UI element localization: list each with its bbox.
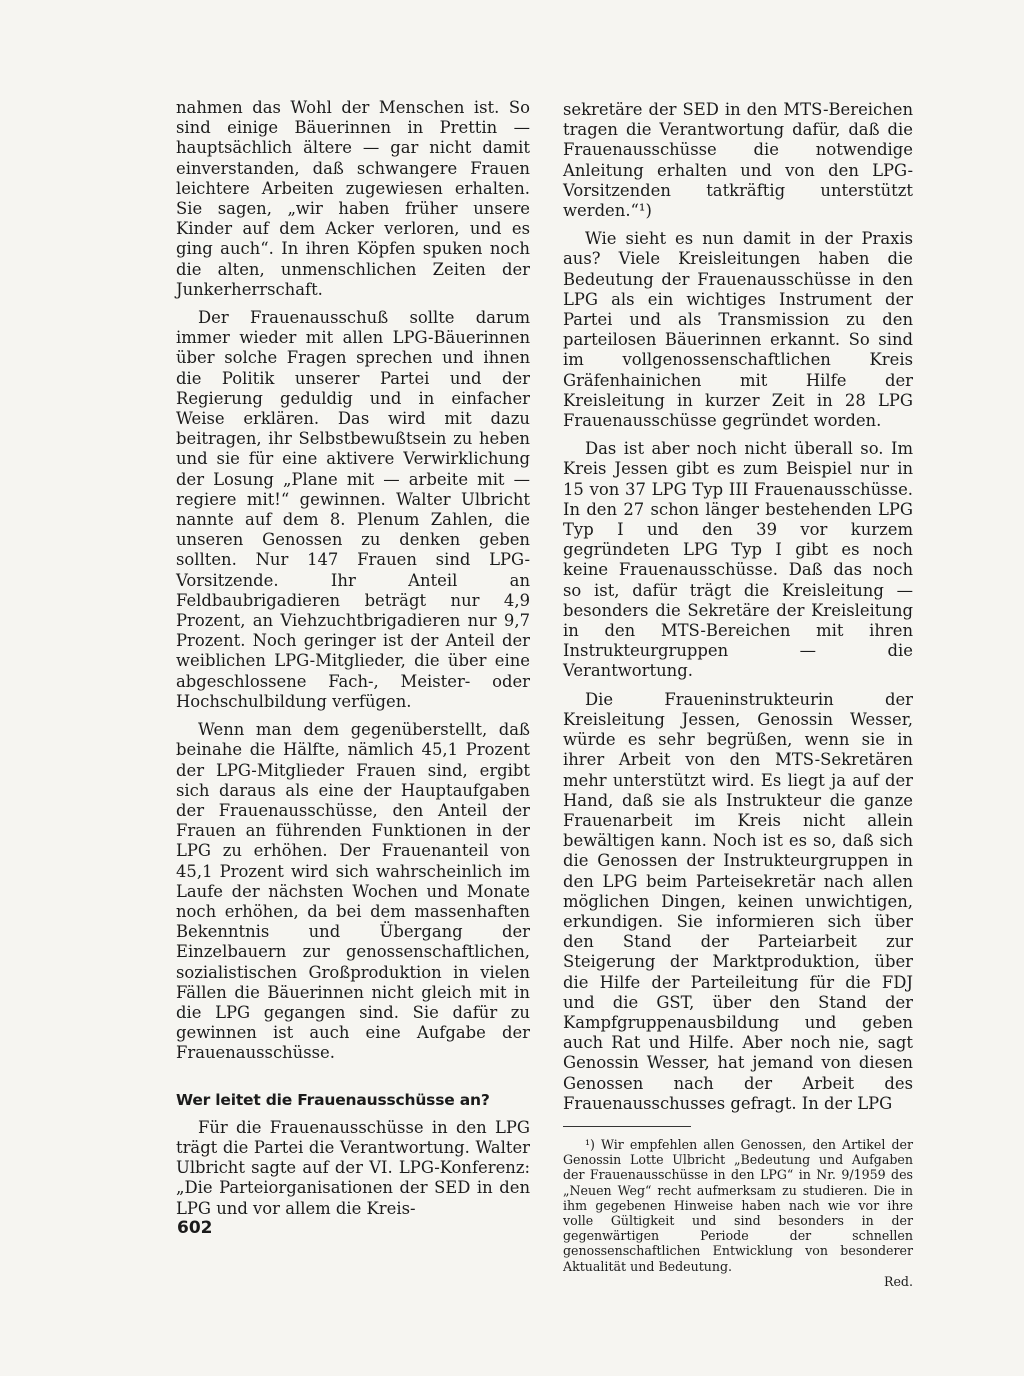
paragraph: Für die Frauenausschüsse in den LPG trägt die Partei die Verantwortung. Walter Ulbricht sagte auf der VI. LPG-Konferenz: „Die Parteiorganisationen der SED in den LPG und vor allem die Kreis- <box>176 1117 530 1218</box>
paragraph: Der Frauenausschuß sollte darum immer wieder mit allen LPG-Bäuerinnen über solche Fragen sprechen und ihnen die Politik unserer Partei und der Regierung geduldig und in einfacher Weise erklären. Das wird mit dazu beitragen, ihr Selbstbewußtsein zu heben und sie für eine aktivere Verwirklichung der Losung „Plane mit — arbeite mit — regiere mit!“ gewinnen. Walter Ulbricht nannte auf dem 8. Plenum Zahlen, die unseren Genossen zu denken geben sollten. Nur 147 Frauen sind LPG-Vorsitzende. Ihr Anteil an Feldbaubrigadieren beträgt nur 4,9 Prozent, an Viehzuchtbrigadieren nur 9,7 Prozent. Noch geringer ist der Anteil der weiblichen LPG-Mitglieder, die über eine abgeschlossene Fach-, Meister- oder Hochschulbildung verfügen. <box>176 308 530 711</box>
left-column <box>176 98 530 1227</box>
page-number: 602 <box>177 1218 213 1238</box>
section-heading: Wer leitet die Frauenausschüsse an? <box>176 1090 490 1109</box>
footnote-text: ¹) Wir empfehlen allen Genossen, den Artikel der Genossin Lotte Ulbricht „Bedeutung und Aufgaben der Frauenausschüsse in den LPG“ in Nr. 9/1959 des „Neuen Weg“ recht aufmerksam zu studieren. Die in ihm gegebenen Hinweise haben nach wie vor ihre volle Gültigkeit und sind besonders in der gegenwärtigen Periode der schnellen genossenschaftlichen Entwicklung von besonderer Aktualität und Bedeutung. <box>563 1136 913 1274</box>
paragraph: nahmen das Wohl der Menschen ist. So sind einige Bäuerinnen in Prettin — hauptsächlich ältere — gar nicht damit einverstanden, daß schwangere Frauen leichtere Arbeiten zugewiesen erhalten. Sie sagen, „wir haben früher unsere Kinder auf dem Acker verloren, und es ging auch“. In ihren Köpfen spuken noch die alten, unmenschlichen Zeiten der Junkerherrschaft. <box>176 98 530 299</box>
footnote-signature: Red. <box>883 1273 913 1289</box>
footnote <box>563 1137 913 1289</box>
paragraph: sekretäre der SED in den MTS-Bereichen tragen die Verantwortung dafür, daß die Frauenausschüsse die notwendige Anleitung erhalten und von den LPG-Vorsitzenden tatkräftig unterstützt werden.“¹) <box>563 100 913 221</box>
paragraph: Wenn man dem gegenüberstellt, daß beinahe die Hälfte, nämlich 45,1 Prozent der LPG-Mitglieder Frauen sind, ergibt sich daraus als eine der Hauptaufgaben der Frauenausschüsse, den Anteil der Frauen an führenden Funktionen in der LPG zu erhöhen. Der Frauenanteil von 45,1 Prozent wird sich wahrscheinlich im Laufe der nächsten Wochen und Monate noch erhöhen, da bei dem massenhaften Bekenntnis und Übergang der Einzelbauern zur genossenschaftlichen, sozialistischen Großproduktion in vielen Fällen die Bäuerinnen nicht gleich mit in die LPG gegangen sind. Sie dafür zu gewinnen ist auch eine Aufgabe der Frauenausschüsse. <box>176 720 530 1063</box>
right-column <box>563 100 913 1297</box>
paragraph: Die Fraueninstrukteurin der Kreisleitung Jessen, Genossin Wesser, würde es sehr begrüßen, wenn sie in ihrer Arbeit von den MTS-Sekretären mehr unterstützt wird. Es liegt ja auf der Hand, daß sie als Instrukteur die ganze Frauenarbeit im Kreis nicht allein bewältigen kann. Noch ist es so, daß sich die Genossen der Instrukteurgruppen in den LPG beim Parteisekretär nach allen möglichen Dingen, keinen unwichtigen, erkundigen. Sie informieren sich über den Stand der Parteiarbeit zur Steigerung der Marktproduktion, über die Hilfe der Parteileitung für die FDJ und die GST, über den Stand der Kampfgruppenausbildung und geben auch Rat und Hilfe. Aber noch nie, sagt Genossin Wesser, hat jemand von diesen Genossen nach der Arbeit des Frauenausschusses gefragt. In der LPG <box>563 689 913 1113</box>
paragraph: Das ist aber noch nicht überall so. Im Kreis Jessen gibt es zum Beispiel nur in 15 von 37 LPG Typ III Frauenausschüsse. In den 27 schon länger bestehenden LPG Typ I und den 39 vor kurzem gegründeten LPG Typ I gibt es noch keine Frauenausschüsse. Daß das noch so ist, dafür trägt die Kreisleitung — besonders die Sekretäre der Kreisleitung in den MTS-Bereichen mit ihren Instrukteurgruppen — die Verantwortung. <box>563 439 913 681</box>
footnote-divider <box>563 1126 691 1127</box>
paragraph: Wie sieht es nun damit in der Praxis aus? Viele Kreisleitungen haben die Bedeutung der Frauenausschüsse in den LPG als ein wichtiges Instrument der Partei und als Transmission zu den parteilosen Bäuerinnen erkannt. So sind im vollgenossenschaftlichen Kreis Gräfenhainichen mit Hilfe der Kreisleitung in kurzer Zeit in 28 LPG Frauenausschüsse gegründet worden. <box>563 229 913 431</box>
